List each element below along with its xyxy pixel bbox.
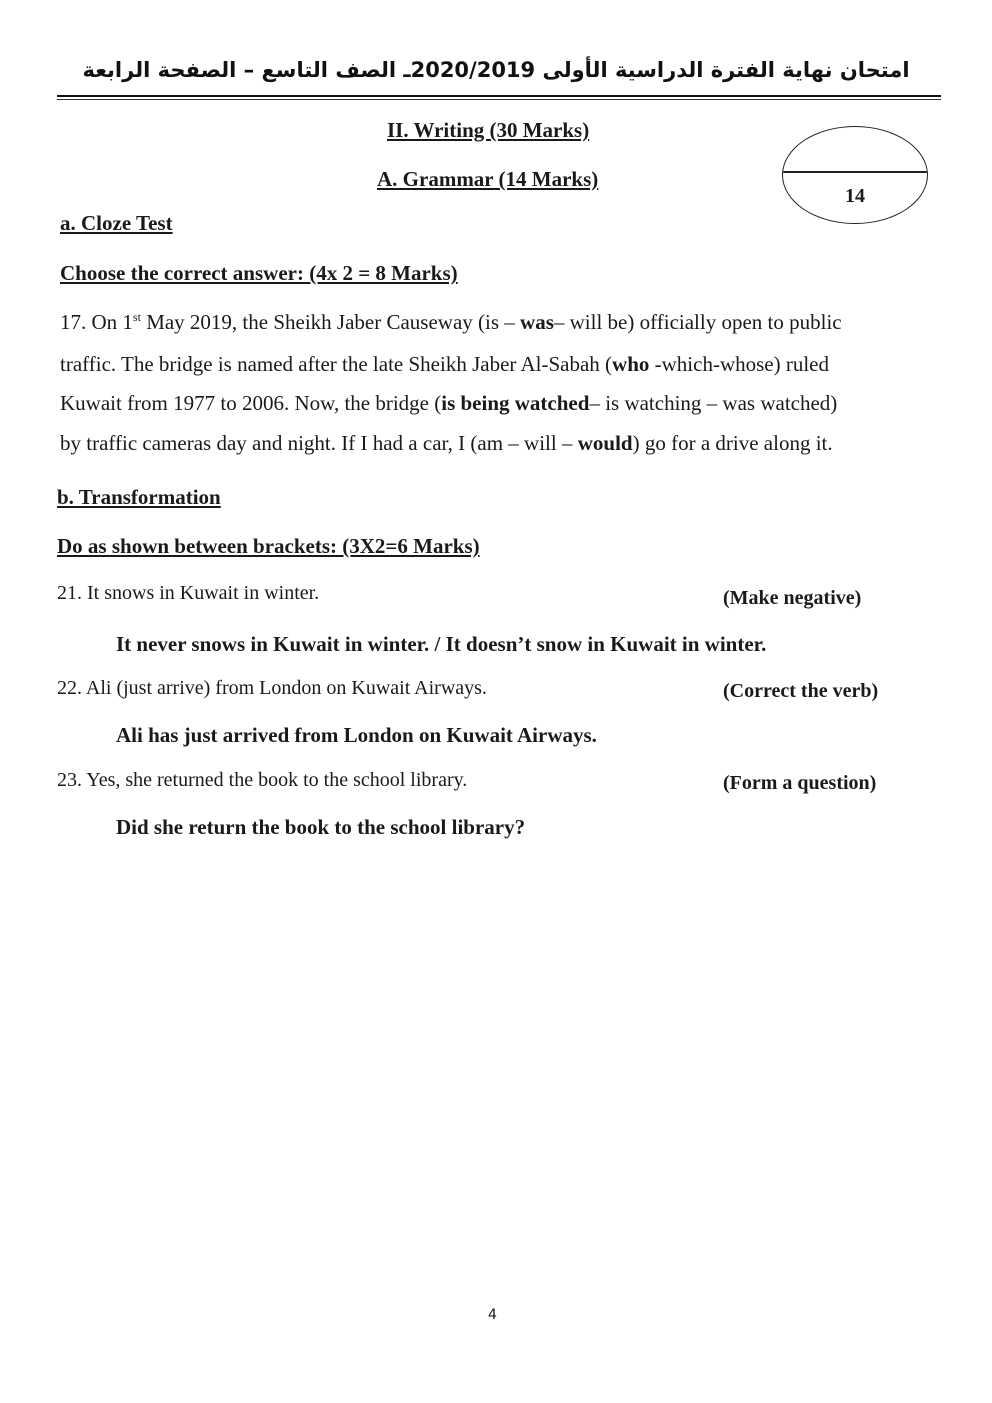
question-23: 23. Yes, she returned the book to the school library.: [57, 769, 468, 791]
page-number: 4: [488, 1307, 497, 1323]
answer-21: It never snows in Kuwait in winter. / It doesn’t snow in Kuwait in winter.: [116, 632, 767, 656]
header-rule: [57, 95, 941, 97]
question-23-instruction: (Form a question): [723, 772, 877, 794]
cloze-line: [60, 352, 829, 377]
cloze-title: a. Cloze Test: [60, 211, 173, 235]
cloze-text: – will be) officially open to public: [553, 310, 842, 334]
cloze-text: 17. On 1: [60, 310, 133, 334]
header-rule-thin: [57, 99, 941, 100]
question-21-instruction: (Make negative): [723, 587, 862, 609]
answer-23: Did she return the book to the school library?: [116, 815, 526, 839]
cloze-instruction: Choose the correct answer: (4x 2 = 8 Marks): [60, 261, 458, 285]
score-divider: [783, 171, 927, 173]
exam-header: امتحان نهاية الفترة الدراسية الأولى 2020/2019ـ الصف التاسع – الصفحة الرابعة: [82, 58, 910, 82]
cloze-superscript: st: [132, 310, 141, 324]
score-value: 14: [845, 185, 865, 207]
cloze-answer: would: [577, 431, 633, 455]
question-22-instruction: (Correct the verb): [723, 680, 879, 702]
cloze-line: [60, 391, 837, 416]
cloze-text: May 2019, the Sheikh Jaber Causeway (is –: [140, 310, 521, 334]
cloze-answer: is being watched: [441, 391, 590, 415]
cloze-text: by traffic cameras day and night. If I had a car, I (am – will –: [60, 431, 578, 455]
question-21: 21. It snows in Kuwait in winter.: [57, 582, 320, 604]
cloze-text: traffic. The bridge is named after the late Sheikh Jaber Al-Sabah (: [60, 352, 613, 376]
transformation-title: b. Transformation: [57, 485, 221, 509]
section-title: II. Writing (30 Marks): [387, 118, 590, 142]
question-22: 22. Ali (just arrive) from London on Kuwait Airways.: [57, 677, 487, 699]
section-subtitle: A. Grammar (14 Marks): [377, 167, 599, 191]
cloze-text: – is watching – was watched): [589, 391, 838, 415]
cloze-line: [60, 431, 833, 456]
transformation-instruction: Do as shown between brackets: (3X2=6 Marks): [57, 534, 480, 558]
answer-22: Ali has just arrived from London on Kuwait Airways.: [116, 723, 597, 747]
cloze-answer: was: [520, 310, 554, 334]
cloze-text: -which-whose) ruled: [649, 352, 829, 376]
cloze-text: ) go for a drive along it.: [632, 431, 833, 455]
cloze-line: [60, 310, 842, 335]
score-box: [782, 126, 928, 224]
cloze-answer: who: [612, 352, 650, 376]
cloze-text: Kuwait from 1977 to 2006. Now, the bridge (: [60, 391, 442, 415]
